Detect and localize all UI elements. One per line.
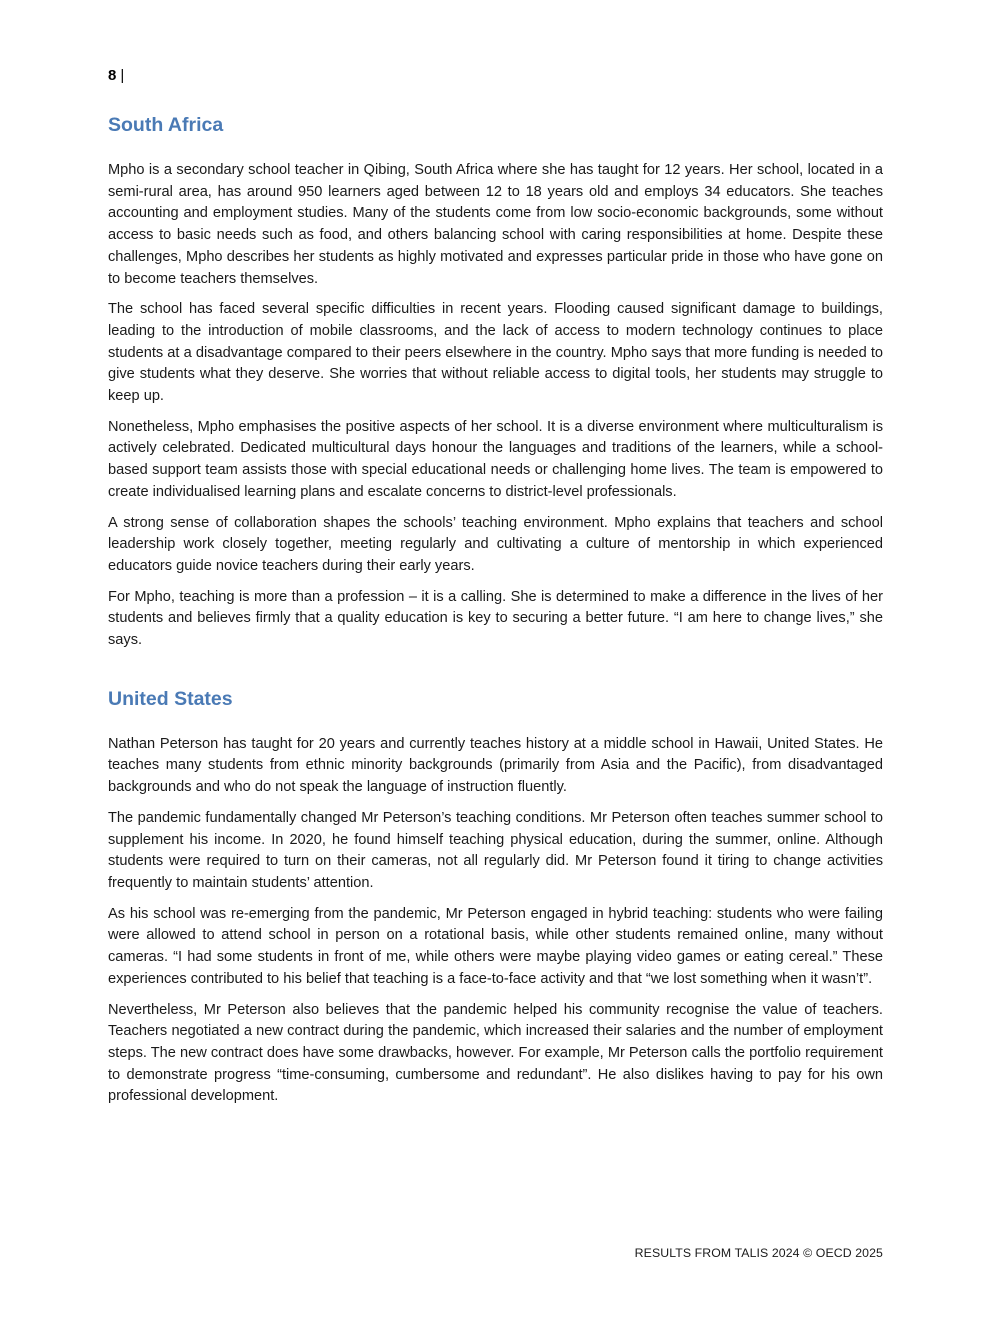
section-title-united-states: United States xyxy=(108,687,233,710)
paragraph: As his school was re-emerging from the pandemic, Mr Peterson engaged in hybrid teaching: students who were failing were allowed to attend school in person on a rotational basis, while other students remained online, many without cameras. “I had some students in front of me, while others were maybe playing video games or eating cereal.” These experiences contributed to his belief that teaching is a face-to-face activity and that “we lost something when it wasn’t”. xyxy=(108,905,883,987)
section-united-states xyxy=(108,686,883,1108)
paragraph: For Mpho, teaching is more than a profession – it is a calling. She is determined to make a difference in the lives of her students and believes firmly that a quality education is key to securing a better future. “I am here to change lives,” she says. xyxy=(108,588,883,649)
paragraph: The pandemic fundamentally changed Mr Peterson’s teaching conditions. Mr Peterson often teaches summer school to supplement his income. In 2020, he found himself teaching physical education, during the summer, online. Although students were required to turn on their cameras, not all regularly did. Mr Peterson found it tiring to change activities frequently to maintain students’ attention. xyxy=(108,809,883,891)
paragraph: The school has faced several specific difficulties in recent years. Flooding caused significant damage to buildings, leading to the introduction of mobile classrooms, and the lack of access to modern technology continues to place students at a disadvantage compared to their peers elsewhere in the country. Mpho says that more funding is needed to give students what they deserve. She worries that without reliable access to digital tools, her students may struggle to keep up. xyxy=(108,301,883,405)
paragraph: A strong sense of collaboration shapes the schools’ teaching environment. Mpho explains that teachers and school leadership work closely together, meeting regularly and cultivating a culture of mentorship in which experienced educators guide novice teachers during their early years. xyxy=(108,514,883,574)
section-title-south-africa: South Africa xyxy=(108,114,224,136)
page-number xyxy=(108,66,124,86)
paragraph: Nonetheless, Mpho emphasises the positive aspects of her school. It is a diverse environment where multiculturalism is actively celebrated. Dedicated multicultural days honour the languages and traditions of the learners, while a school-based support team assists those with special educational needs or challenging home lives. The team is empowered to create individualised learning plans and escalate concerns to district-level professionals. xyxy=(108,418,883,500)
footer-text: RESULTS FROM TALIS 2024 © OECD 2025 xyxy=(634,1246,883,1260)
document-body xyxy=(108,112,883,1117)
paragraph: Nevertheless, Mr Peterson also believes that the pandemic helped his community recognise the value of teachers. Teachers negotiated a new contract during the pandemic, which increased their salaries and the number of employment steps. The new contract does have some drawbacks, however. For example, Mr Peterson calls the portfolio requirement to demonstrate progress “time-consuming, cumbersome and redundant”. He also dislikes having to pay for his own professional development. xyxy=(108,1001,883,1105)
section-south-africa xyxy=(108,112,883,652)
page-number-value: 8 xyxy=(108,67,117,84)
page-number-separator: | xyxy=(120,67,125,84)
paragraph: Mpho is a secondary school teacher in Qibing, South Africa where she has taught for 12 years. Her school, located in a semi-rural area, has around 950 learners aged between 12 to 18 years old and employs 34 educators. She teaches accounting and employment studies. Many of the students come from low socio-economic backgrounds, some without access to basic needs such as food, and others balancing school with caring responsibilities at home. Despite these challenges, Mpho describes her students as highly motivated and expresses particular pride in those who have gone on to become teachers themselves. xyxy=(108,162,883,287)
paragraph: Nathan Peterson has taught for 20 years and currently teaches history at a middle school in Hawaii, United States. He teaches many students from ethnic minority backgrounds (primarily from Asia and the Pacific), from disadvantaged backgrounds and who do not speak the language of instruction fluently. xyxy=(108,735,883,796)
